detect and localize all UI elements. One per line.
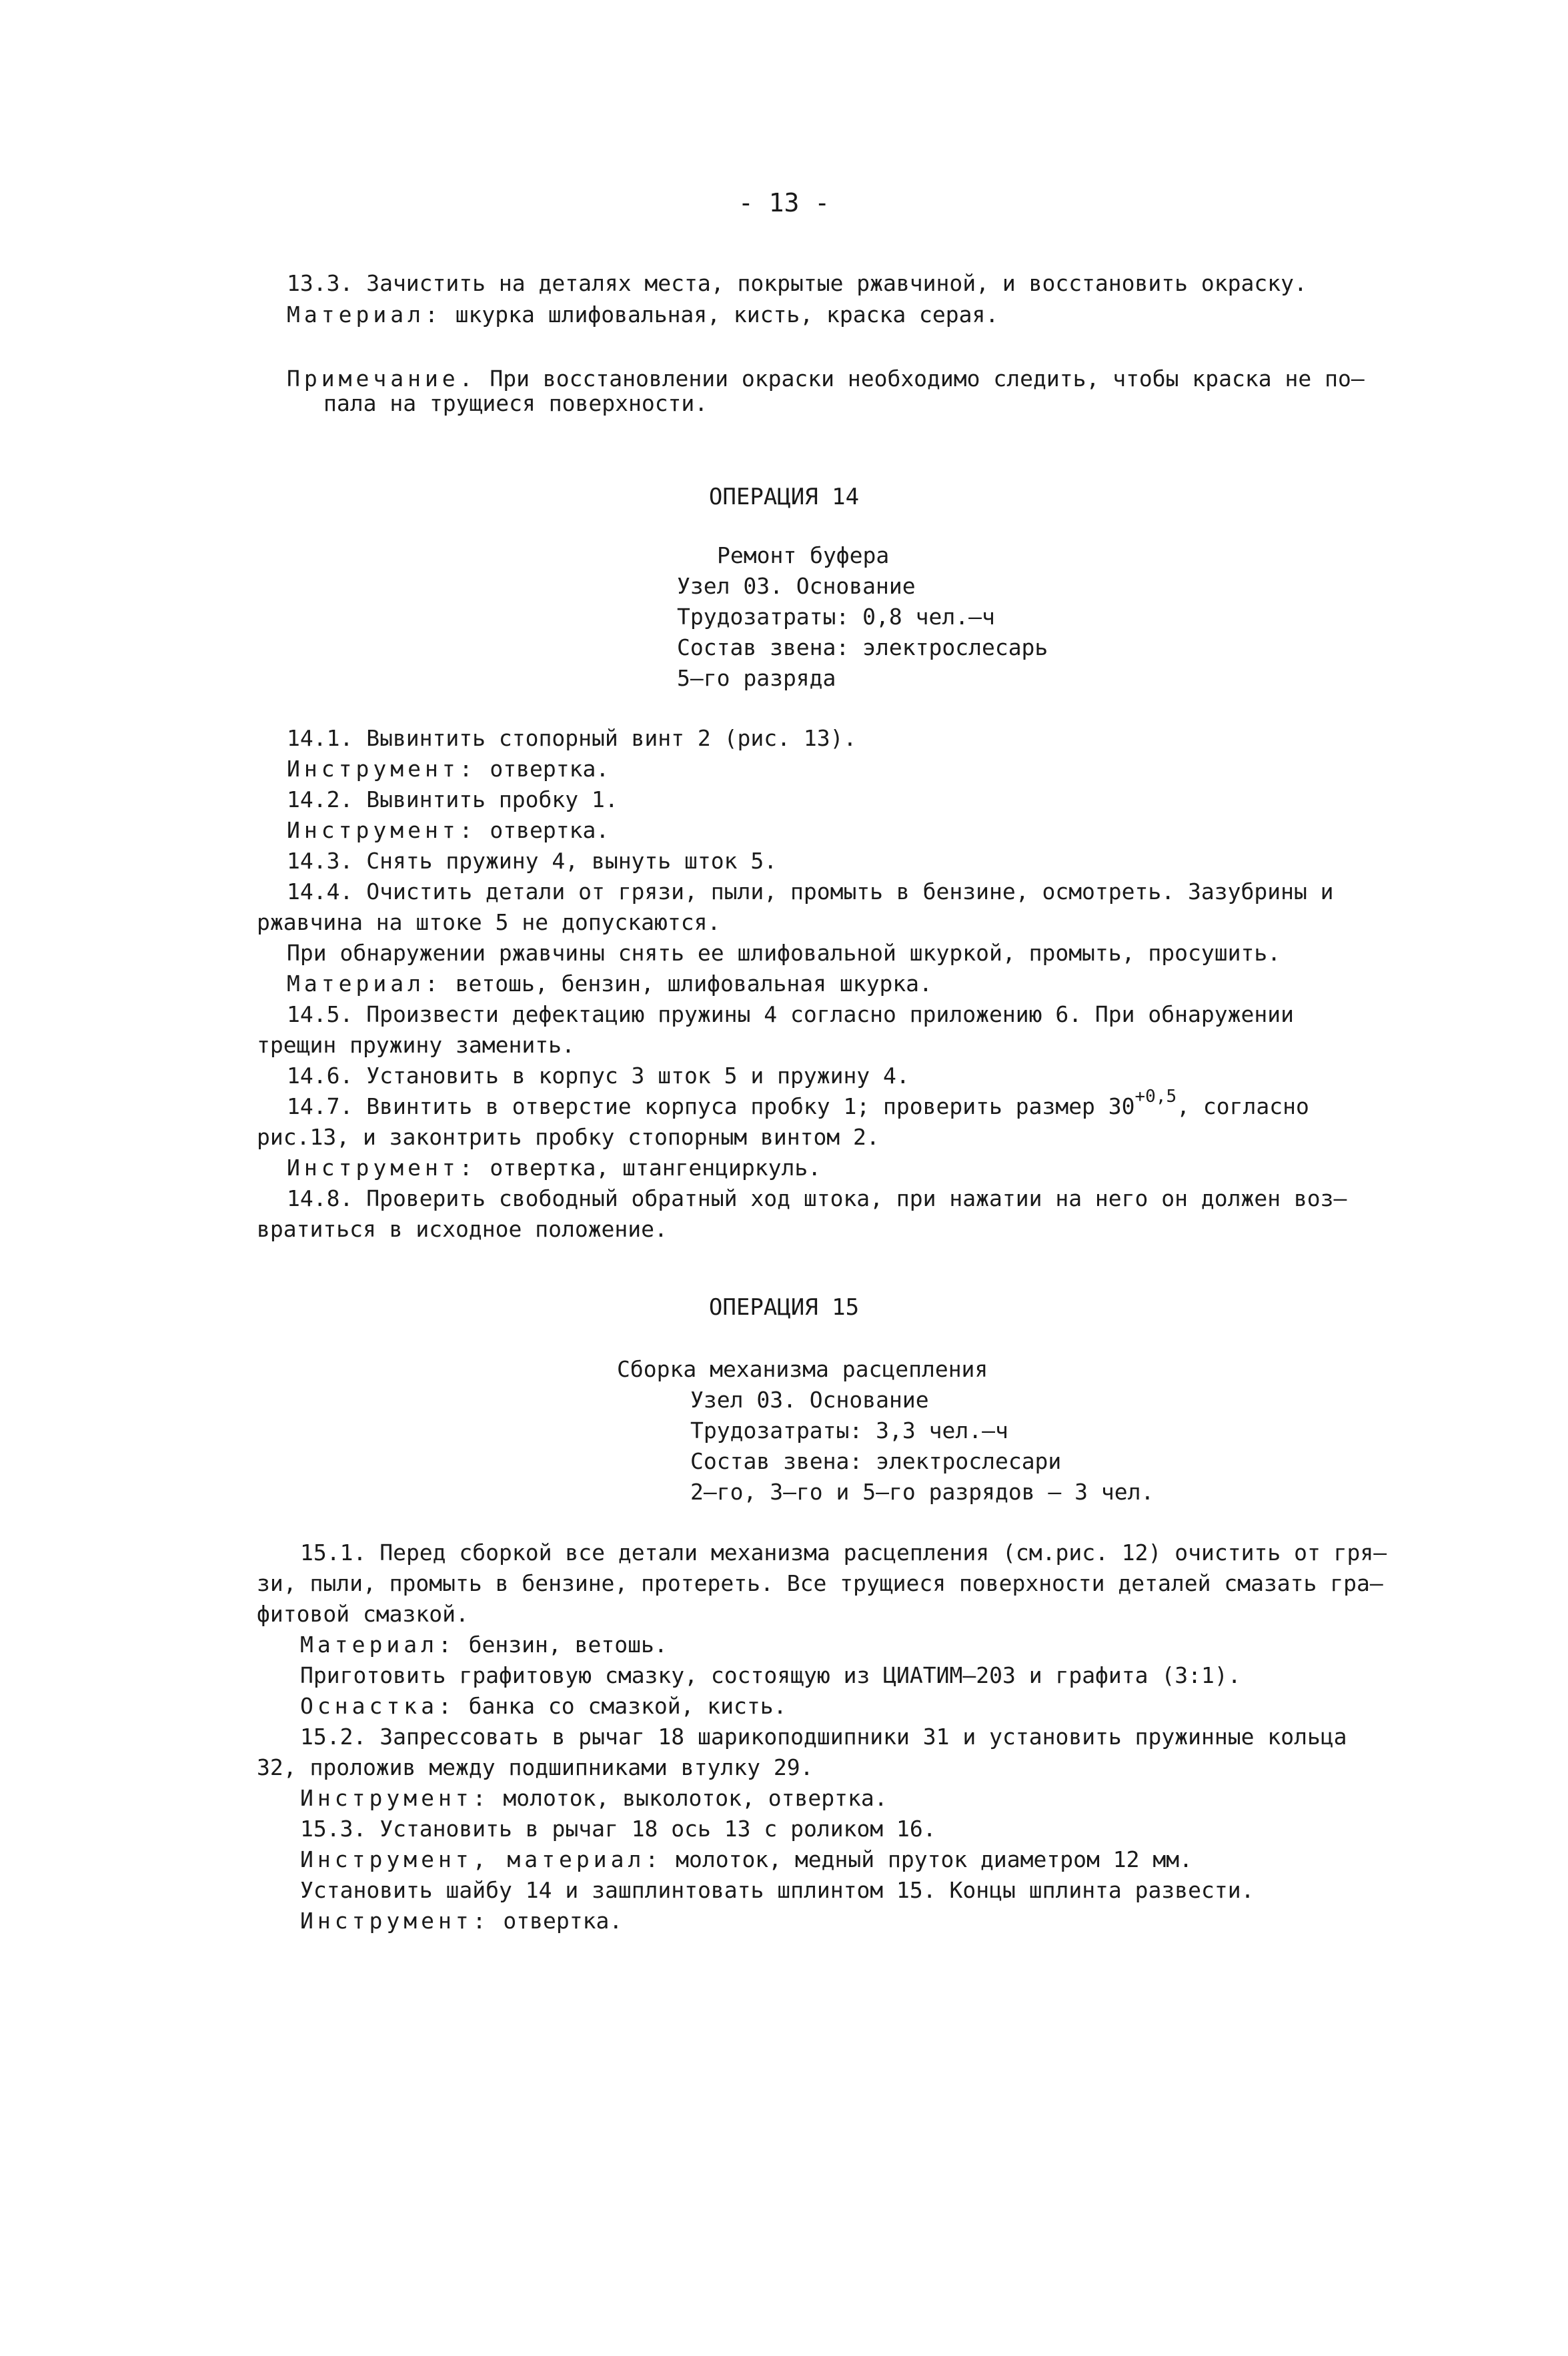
op15-line-6: [300, 1691, 787, 1722]
operation-15-meta-0: Узел 03. Основание: [690, 1387, 929, 1413]
tool-label: Инструмент:: [287, 817, 477, 843]
operation-14-meta-4: 5–го разряда: [677, 665, 836, 691]
op15-line-2: зи, пыли, промыть в бензине, протереть. Все трущиеся поверхности деталей смазать гра–: [257, 1570, 1383, 1596]
material-line-13: [287, 302, 998, 328]
operation-14-meta-3: Состав звена: электрослесарь: [677, 634, 1048, 660]
op15-line-11: [300, 1844, 1193, 1875]
equipment-label: Оснастка:: [300, 1693, 456, 1719]
op14-line-15: [287, 1153, 821, 1183]
material-label: Материал:: [300, 1632, 456, 1658]
op14-line-10: 14.5. Произвести дефектацию пружины 4 согласно приложению 6. При обнаружении: [287, 1001, 1294, 1027]
tool-label: Инструмент:: [300, 1785, 490, 1811]
note-label: Примечание.: [287, 366, 477, 392]
tool-text: отвертка.: [476, 756, 610, 782]
tolerance-superscript: +0,5: [1134, 1087, 1177, 1107]
material-label: Материал:: [287, 971, 442, 997]
op14-line-17: вратиться в исходное положение.: [257, 1216, 668, 1242]
op14-line-2: [287, 754, 609, 784]
operation-14-meta-0: Ремонт буфера: [717, 542, 890, 568]
operation-15-meta-title: Сборка механизма расцепления: [617, 1356, 988, 1382]
op15-line-3: фитовой смазкой.: [257, 1601, 469, 1627]
operation-14-meta-2: Трудозатраты: 0,8 чел.–ч: [677, 604, 995, 630]
tool-text: отвертка.: [490, 1908, 623, 1934]
op14-line-13: [287, 1087, 1309, 1122]
op15-line-9: [300, 1783, 888, 1814]
op14-line-13-b: , согласно: [1177, 1093, 1309, 1119]
material-text: шкурка шлифовальная, кисть, краска серая.: [442, 302, 999, 328]
operation-15-meta-3: 2–го, 3–го и 5–го разрядов – 3 чел.: [690, 1479, 1154, 1505]
op15-line-8: 32, проложив между подшипниками втулку 29.: [257, 1754, 814, 1780]
op14-line-13-a: 14.7. Ввинтить в отверстие корпуса пробку 1; проверить размер 30: [287, 1093, 1135, 1119]
note-line-1: [287, 366, 1365, 392]
op15-line-10: 15.3. Установить в рычаг 18 ось 13 с роликом 16.: [300, 1816, 936, 1842]
op14-line-9: [287, 969, 932, 999]
note-text-1: При восстановлении окраски необходимо следить, чтобы краска не по–: [476, 366, 1365, 392]
paragraph-13-3: 13.3. Зачистить на деталях места, покрытые ржавчиной, и восстановить окраску.: [287, 270, 1307, 296]
op14-line-5: 14.3. Снять пружину 4, вынуть шток 5.: [287, 848, 778, 874]
operation-15-title: ОПЕРАЦИЯ 15: [708, 1294, 860, 1321]
equipment-text: банка со смазкой, кисть.: [455, 1693, 787, 1719]
op14-line-1: 14.1. Вывинтить стопорный винт 2 (рис. 13).: [287, 725, 857, 751]
note-line-2: пала на трущиеся поверхности.: [323, 390, 708, 416]
operation-14-title: ОПЕРАЦИЯ 14: [708, 484, 860, 510]
tool-label: Инструмент:: [287, 1155, 477, 1181]
op14-line-16: 14.8. Проверить свободный обратный ход штока, при нажатии на него он должен воз–: [287, 1185, 1347, 1211]
op14-line-7: ржавчина на штоке 5 не допускаются.: [257, 909, 721, 935]
material-text: ветошь, бензин, шлифовальная шкурка.: [442, 971, 932, 997]
tool-text: отвертка, штангенциркуль.: [476, 1155, 822, 1181]
operation-15-meta-1: Трудозатраты: 3,3 чел.–ч: [690, 1417, 1008, 1443]
op15-line-1: 15.1. Перед сборкой все детали механизма расцепления (см.рис. 12) очистить от гря–: [300, 1540, 1387, 1566]
op14-line-12: 14.6. Установить в корпус 3 шток 5 и пружину 4.: [287, 1063, 910, 1089]
tool-text: молоток, выколоток, отвертка.: [490, 1785, 888, 1811]
op15-line-7: 15.2. Запрессовать в рычаг 18 шарикоподшипники 31 и установить пружинные кольца: [300, 1724, 1347, 1750]
op14-line-14: рис.13, и законтрить пробку стопорным винтом 2.: [257, 1124, 880, 1150]
page-number: - 13 -: [738, 188, 830, 217]
material-label: Материал:: [287, 302, 442, 328]
tool-text: отвертка.: [476, 817, 610, 843]
operation-14-meta-1: Узел 03. Основание: [677, 573, 916, 599]
op15-line-13: [300, 1906, 622, 1936]
tool-material-text: молоток, медный пруток диаметром 12 мм.: [662, 1846, 1193, 1872]
op15-line-4: [300, 1630, 668, 1660]
tool-label: Инструмент:: [300, 1908, 490, 1934]
op14-line-11: трещин пружину заменить.: [257, 1032, 575, 1058]
op15-line-5: Приготовить графитовую смазку, состоящую из ЦИАТИМ–203 и графита (3:1).: [300, 1662, 1241, 1688]
material-text: бензин, ветошь.: [455, 1632, 668, 1658]
operation-15-meta-2: Состав звена: электрослесари: [690, 1448, 1062, 1474]
op14-line-6: 14.4. Очистить детали от грязи, пыли, промыть в бензине, осмотреть. Зазубрины и: [287, 878, 1334, 905]
op14-line-8: При обнаружении ржавчины снять ее шлифовальной шкуркой, промыть, просушить.: [287, 940, 1281, 966]
op15-line-12: Установить шайбу 14 и зашплинтовать шплинтом 15. Концы шплинта развести.: [300, 1877, 1255, 1903]
op14-line-3: 14.2. Вывинтить пробку 1.: [287, 786, 618, 812]
tool-material-label: Инструмент, материал:: [300, 1846, 663, 1872]
op14-line-4: [287, 815, 609, 846]
tool-label: Инструмент:: [287, 756, 477, 782]
